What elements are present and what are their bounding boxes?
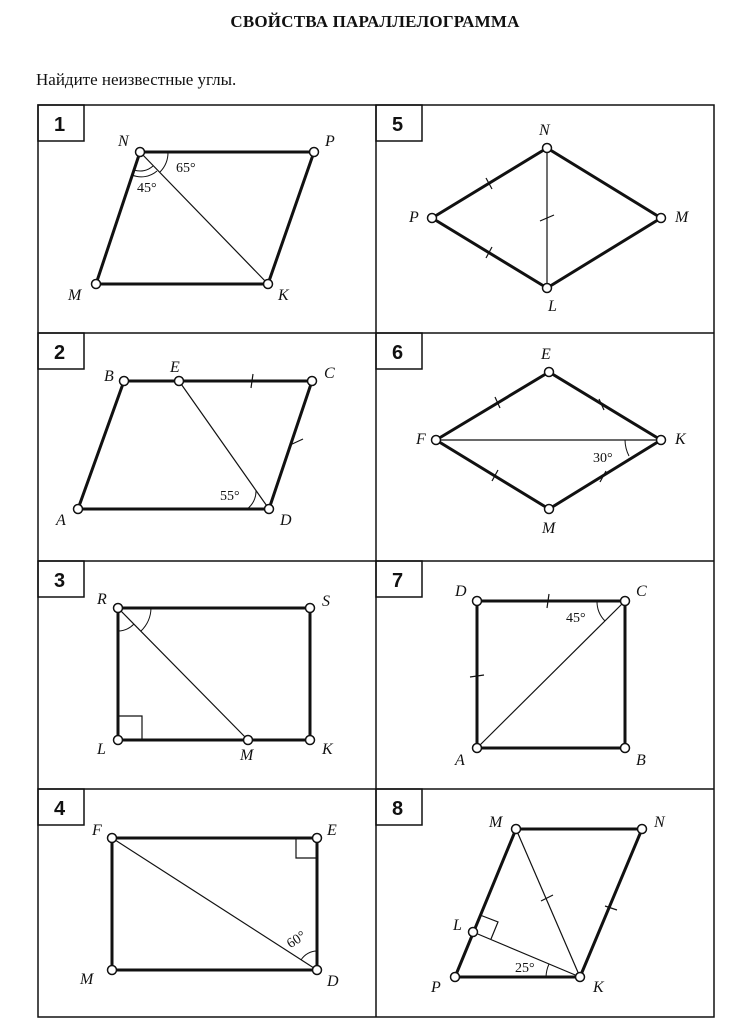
vertex-label: A (56, 512, 66, 529)
vertex-label: N (539, 122, 550, 139)
angle-label: 60° (284, 928, 310, 952)
angle-arc (118, 624, 134, 631)
problem-3 (38, 561, 334, 764)
vertex-point (265, 505, 274, 514)
vertex-label: K (322, 741, 333, 758)
problem-7 (376, 561, 647, 769)
vertex-label: E (170, 359, 180, 376)
angle-arc (134, 166, 153, 171)
problem-5 (376, 105, 690, 315)
vertex-label: K (675, 431, 686, 448)
vertex-label: D (327, 973, 339, 990)
vertex-point (451, 973, 460, 982)
vertex-label: P (431, 979, 441, 996)
problem-number: 8 (392, 798, 404, 820)
vertex-point (545, 368, 554, 377)
vertex-point (114, 604, 123, 613)
angle-label: 30° (593, 451, 613, 466)
vertex-label: P (409, 209, 419, 226)
vertex-point (469, 928, 478, 937)
vertex-point (310, 148, 319, 157)
vertex-point (308, 377, 317, 386)
problem-number: 3 (54, 570, 66, 592)
vertex-label: B (636, 752, 646, 769)
angle-arc (625, 440, 629, 456)
diagonal (516, 829, 580, 977)
vertex-label: K (278, 287, 289, 304)
vertex-label: C (636, 583, 647, 600)
vertex-label: M (542, 520, 556, 537)
vertex-label: B (104, 368, 114, 385)
vertex-point (313, 834, 322, 843)
vertex-label: N (118, 133, 129, 150)
vertex-label: C (324, 365, 335, 382)
vertex-label: S (322, 593, 330, 610)
angle-label: 25° (515, 961, 535, 976)
vertex-point (576, 973, 585, 982)
vertex-point (306, 604, 315, 613)
vertex-point (108, 966, 117, 975)
diagonal (140, 152, 268, 284)
vertex-point (108, 834, 117, 843)
vertex-label: P (325, 133, 335, 150)
vertex-point (120, 377, 129, 386)
vertex-label: L (453, 917, 462, 934)
vertex-point (92, 280, 101, 289)
problem-number: 5 (392, 114, 404, 136)
rectangle (118, 608, 310, 740)
instruction-text: Найдите неизвестные углы. (36, 70, 237, 89)
angle-arc (597, 601, 605, 621)
vertex-point (313, 966, 322, 975)
vertex-point (543, 284, 552, 293)
vertex-point (136, 148, 145, 157)
problem-number: 4 (54, 798, 66, 820)
vertex-point (512, 825, 521, 834)
diagonal (477, 601, 625, 748)
vertex-label: E (327, 822, 337, 839)
problem-number: 1 (54, 114, 66, 136)
vertex-point (473, 744, 482, 753)
problem-8 (376, 789, 666, 996)
vertex-label: N (654, 814, 665, 831)
vertex-point (175, 377, 184, 386)
vertex-label: M (489, 814, 503, 831)
vertex-point (306, 736, 315, 745)
vertex-label: F (416, 431, 426, 448)
parallelogram (96, 152, 314, 284)
diagonal (112, 838, 317, 970)
vertex-label: D (455, 583, 467, 600)
angle-arc (160, 152, 168, 172)
vertex-label: L (97, 741, 106, 758)
problem-2 (38, 333, 335, 529)
vertex-label: R (97, 591, 107, 608)
vertex-point (114, 736, 123, 745)
angle-arc (141, 608, 151, 631)
angle-label: 45° (137, 181, 157, 196)
problem-number: 6 (392, 342, 404, 364)
vertex-label: M (675, 209, 689, 226)
angle-arc (132, 171, 157, 177)
vertex-label: K (593, 979, 604, 996)
vertex-point (473, 597, 482, 606)
vertex-label: M (240, 747, 254, 764)
vertex-point (657, 214, 666, 223)
vertex-point (621, 744, 630, 753)
vertex-point (74, 505, 83, 514)
angle-label: 55° (220, 489, 240, 504)
vertex-point (543, 144, 552, 153)
vertex-label: A (455, 752, 465, 769)
angle-label: 45° (566, 611, 586, 626)
vertex-point (621, 597, 630, 606)
vertex-label: E (541, 346, 551, 363)
segment-RM (118, 608, 248, 740)
angle-arc (301, 951, 317, 960)
parallelogram (78, 381, 312, 509)
vertex-label: M (68, 287, 82, 304)
vertex-label: F (92, 822, 102, 839)
page-title: СВОЙСТВА ПАРАЛЛЕЛОГРАММА (230, 12, 520, 31)
vertex-point (638, 825, 647, 834)
problem-number: 2 (54, 342, 66, 364)
vertex-point (432, 436, 441, 445)
vertex-point (244, 736, 253, 745)
problem-6 (376, 333, 687, 537)
angle-arc (546, 964, 549, 977)
vertex-point (545, 505, 554, 514)
problem-1 (38, 105, 335, 304)
vertex-label: L (548, 298, 557, 315)
vertex-point (428, 214, 437, 223)
vertex-label: M (80, 971, 94, 988)
right-angle-mark (480, 915, 498, 939)
angle-arc (247, 491, 256, 509)
vertex-point (264, 280, 273, 289)
problem-number: 7 (392, 570, 404, 592)
angle-label: 65° (176, 161, 196, 176)
problem-4 (38, 789, 339, 990)
vertex-label: D (280, 512, 292, 529)
vertex-point (657, 436, 666, 445)
